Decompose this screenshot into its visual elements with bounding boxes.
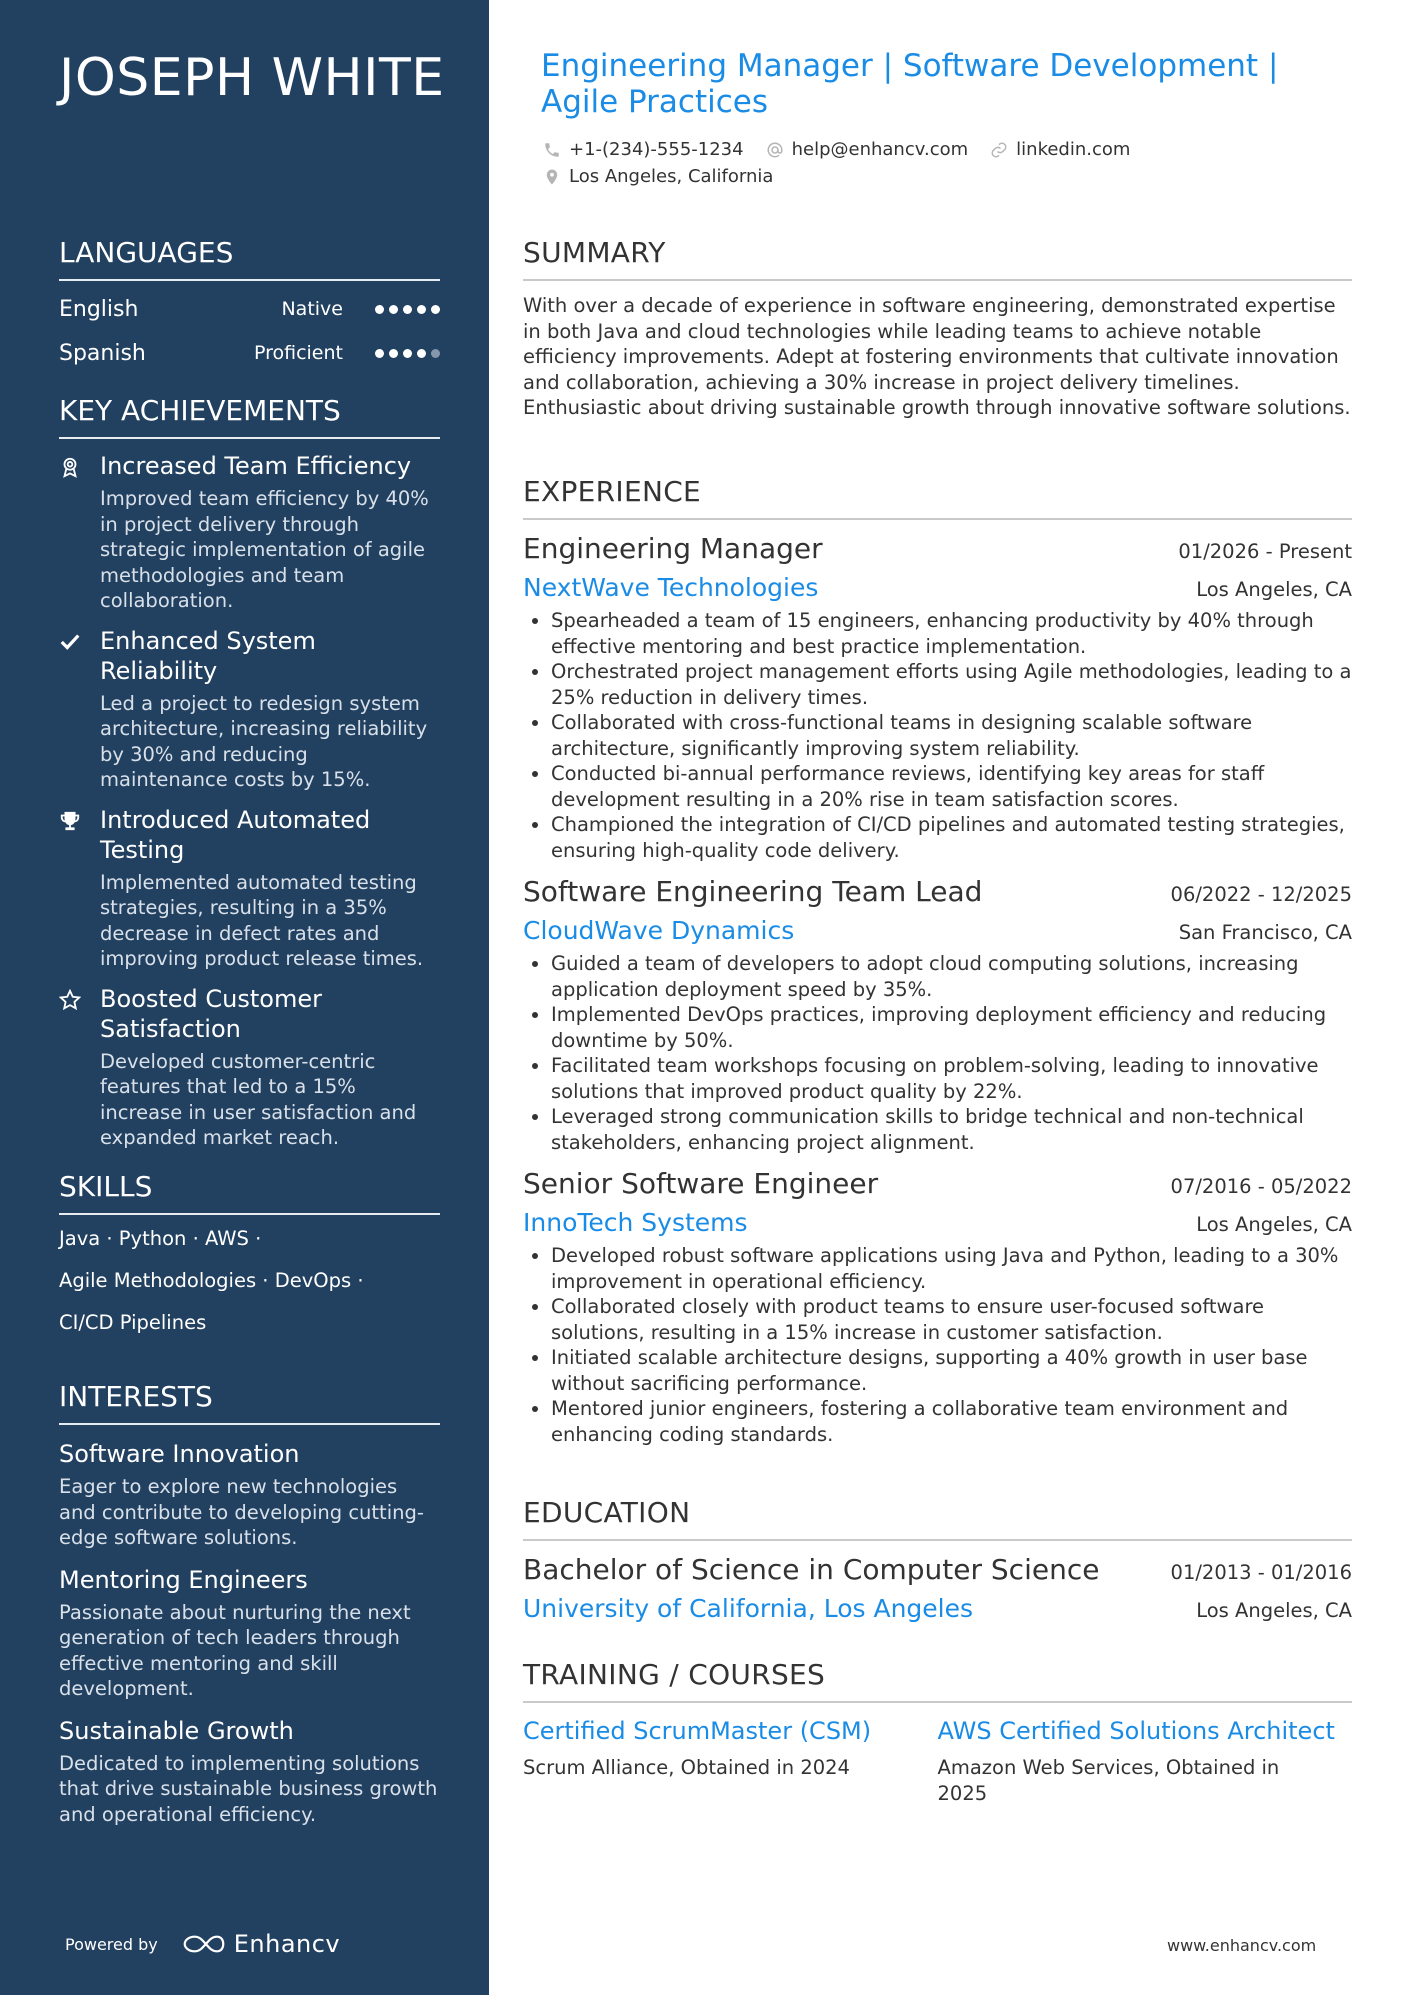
star-icon: [59, 989, 81, 1011]
job-dates: 06/2022 - 12/2025: [1170, 883, 1352, 906]
bullet-item: • Conducted bi-annual performance reviews, identifying key areas for staff development resulting in a 20% rise in team satisfaction scores.: [551, 761, 1352, 812]
at-icon: [766, 141, 784, 159]
language-name: English: [59, 296, 139, 322]
bullet-item: • Developed robust software applications using Java and Python, leading to a 30% improvement in operational efficiency.: [551, 1243, 1352, 1294]
interest-title: Sustainable Growth: [59, 1716, 294, 1745]
achievement-title: Introduced Automated Testing: [100, 805, 371, 864]
footer-url[interactable]: www.enhancv.com: [1167, 1936, 1317, 1955]
skills-section: [59, 1170, 440, 1344]
language-row: [59, 287, 440, 331]
skills-line: CI/CD Pipelines: [59, 1311, 207, 1334]
location-pin-icon: [543, 168, 561, 186]
job-entry: [523, 875, 1352, 1155]
course-desc: Amazon Web Services, Obtained in 2025: [937, 1756, 1280, 1805]
interest-title: Software Innovation: [59, 1440, 300, 1468]
education-section: [523, 1496, 1352, 1623]
achievement-title: Boosted Customer Satisfaction: [100, 984, 322, 1043]
skills-line: Java · Python · AWS ·: [59, 1227, 262, 1250]
bullet-item: • Collaborated closely with product teams to ensure user-focused software solutions, resulting in a 15% increase in customer satisfaction.: [551, 1294, 1352, 1345]
contact-email[interactable]: [766, 139, 969, 160]
headline: Engineering Manager | Software Development | Agile Practices: [541, 48, 1279, 120]
education-title: EDUCATION: [523, 1496, 1352, 1541]
language-row: [59, 331, 440, 375]
award-icon: [59, 456, 81, 478]
interest-title: Mentoring Engineers: [59, 1565, 308, 1594]
language-level: Native: [281, 298, 343, 320]
job-company: CloudWave Dynamics: [523, 916, 795, 945]
summary-section: [523, 236, 1352, 421]
education-entry: [523, 1553, 1352, 1623]
job-dates: 01/2026 - Present: [1178, 540, 1352, 563]
job-title: Engineering Manager: [523, 532, 823, 565]
sidebar: [0, 0, 489, 1995]
bullet-item: • Collaborated with cross-functional teams in designing scalable software architecture, significantly improving system reliability.: [551, 710, 1352, 761]
experience-section: [523, 475, 1352, 1447]
course-title: Certified ScrumMaster (CSM): [523, 1717, 872, 1745]
achievement-item: [59, 451, 440, 614]
job-entry: [523, 1167, 1352, 1447]
job-dates: 07/2016 - 05/2022: [1170, 1175, 1352, 1198]
bullet-item: • Spearheaded a team of 15 engineers, enhancing productivity by 40% through effective mentoring and best practice implementation.: [551, 608, 1352, 659]
contact-linkedin[interactable]: [990, 139, 1130, 160]
bullet-item: • Orchestrated project management efforts using Agile methodologies, leading to a 25% reduction in delivery times.: [551, 659, 1352, 710]
achievements-section: [59, 394, 440, 1151]
enhancv-logo[interactable]: [182, 1930, 340, 1958]
bullet-item: • Guided a team of developers to adopt cloud computing solutions, increasing application deployment speed by 35%.: [551, 951, 1352, 1002]
proficiency-dots: [375, 305, 440, 314]
interest-desc: Eager to explore new technologies and contribute to developing cutting-edge software solutions.: [59, 1475, 424, 1549]
job-bullets: [523, 1243, 1352, 1447]
bullet-item: • Mentored junior engineers, fostering a collaborative team environment and enhancing coding standards.: [551, 1396, 1352, 1447]
job-company: InnoTech Systems: [523, 1208, 748, 1237]
location-text: Los Angeles, California: [569, 166, 774, 187]
job-entry: [523, 532, 1352, 863]
achievement-desc: Improved team efficiency by 40% in project delivery through strategic implementation of agile methodologies and team collaboration.: [100, 487, 429, 612]
course-item: [523, 1717, 938, 1806]
trophy-icon: [59, 810, 81, 832]
job-bullets: [523, 608, 1352, 863]
achievement-item: [59, 805, 440, 972]
achievement-item: [59, 984, 440, 1151]
language-level: Proficient: [253, 342, 343, 364]
achievement-title: Enhanced System Reliability: [100, 626, 316, 685]
achievement-desc: Led a project to redesign system architecture, increasing reliability by 30% and reducing maintenance costs by 15%.: [100, 691, 428, 791]
link-icon: [990, 141, 1008, 159]
powered-by-label: Powered by: [65, 1934, 158, 1954]
school: University of California, Los Angeles: [523, 1594, 974, 1623]
job-company: NextWave Technologies: [523, 573, 819, 602]
email-text: help@enhancv.com: [791, 139, 969, 160]
job-location: San Francisco, CA: [1178, 921, 1352, 944]
course-title: AWS Certified Solutions Architect: [937, 1717, 1335, 1745]
bullet-item: • Initiated scalable architecture designs, supporting a 40% growth in user base without sacrificing performance.: [551, 1345, 1352, 1396]
skills-title: SKILLS: [59, 1170, 440, 1215]
bullet-item: • Implemented DevOps practices, improving deployment efficiency and reducing downtime by 50%.: [551, 1002, 1352, 1053]
proficiency-dots: [375, 349, 440, 358]
degree: Bachelor of Science in Computer Science: [523, 1553, 1100, 1586]
job-bullets: [523, 951, 1352, 1155]
achievement-title: Increased Team Efficiency: [100, 452, 412, 480]
contact-phone[interactable]: [543, 139, 744, 160]
job-title: Software Engineering Team Lead: [523, 875, 983, 908]
interest-item: [59, 1716, 440, 1828]
candidate-name: JOSEPH WHITE: [59, 48, 445, 108]
summary-title: SUMMARY: [523, 236, 1352, 281]
contact-info: [543, 136, 1343, 190]
interest-item: [59, 1439, 440, 1551]
bullet-item: • Championed the integration of CI/CD pipelines and automated testing strategies, ensuring high-quality code delivery.: [551, 812, 1352, 863]
course-item: [938, 1717, 1353, 1806]
job-title: Senior Software Engineer: [523, 1167, 879, 1200]
skills-line: Agile Methodologies · DevOps ·: [59, 1269, 364, 1292]
education-location: Los Angeles, CA: [1196, 1599, 1352, 1622]
phone-icon: [543, 141, 561, 159]
training-section: [523, 1658, 1352, 1806]
achievements-title: KEY ACHIEVEMENTS: [59, 394, 440, 439]
interests-section: [59, 1380, 440, 1827]
summary-text: With over a decade of experience in software engineering, demonstrated expertise in both Java and cloud technologies while leading teams to achieve notable efficiency improvements. Adept at fostering environments that cultivate innovation and collaboration, achieving a 30% increase in project delivery timelines. Enthusiastic about driving sustainable growth through innovative software solutions.: [523, 294, 1351, 419]
course-desc: Scrum Alliance, Obtained in 2024: [523, 1756, 850, 1779]
phone-text: +1-(234)-555-1234: [569, 139, 744, 160]
job-location: Los Angeles, CA: [1196, 1213, 1352, 1236]
bullet-item: • Leveraged strong communication skills to bridge technical and non-technical stakeholders, enhancing project alignment.: [551, 1104, 1352, 1155]
achievement-item: [59, 626, 440, 793]
contact-location: [543, 166, 773, 187]
interest-desc: Passionate about nurturing the next generation of tech leaders through effective mentoring and skill development.: [59, 1600, 411, 1700]
enhancv-brand-name: Enhancv: [233, 1930, 341, 1958]
achievement-desc: Developed customer-centric features that led to a 15% increase in user satisfaction and expanded market reach.: [100, 1049, 417, 1149]
enhancv-logo-icon: [182, 1933, 226, 1955]
achievement-desc: Implemented automated testing strategies, resulting in a 35% decrease in defect rates and improving product release times.: [100, 870, 424, 970]
check-icon: [59, 631, 81, 653]
bullet-item: • Facilitated team workshops focusing on problem-solving, leading to innovative solutions that improved product quality by 22%.: [551, 1053, 1352, 1104]
experience-title: EXPERIENCE: [523, 475, 1352, 520]
languages-title: LANGUAGES: [59, 236, 440, 281]
training-title: TRAINING / COURSES: [523, 1658, 1352, 1703]
language-name: Spanish: [59, 340, 146, 366]
languages-section: [59, 236, 440, 375]
linkedin-text: linkedin.com: [1016, 139, 1131, 160]
interest-desc: Dedicated to implementing solutions that drive sustainable business growth and operational efficiency.: [59, 1751, 438, 1826]
interest-item: [59, 1565, 440, 1702]
education-dates: 01/2013 - 01/2016: [1170, 1561, 1352, 1584]
job-location: Los Angeles, CA: [1196, 578, 1352, 601]
powered-by: [65, 1930, 340, 1958]
interests-title: INTERESTS: [59, 1380, 440, 1425]
